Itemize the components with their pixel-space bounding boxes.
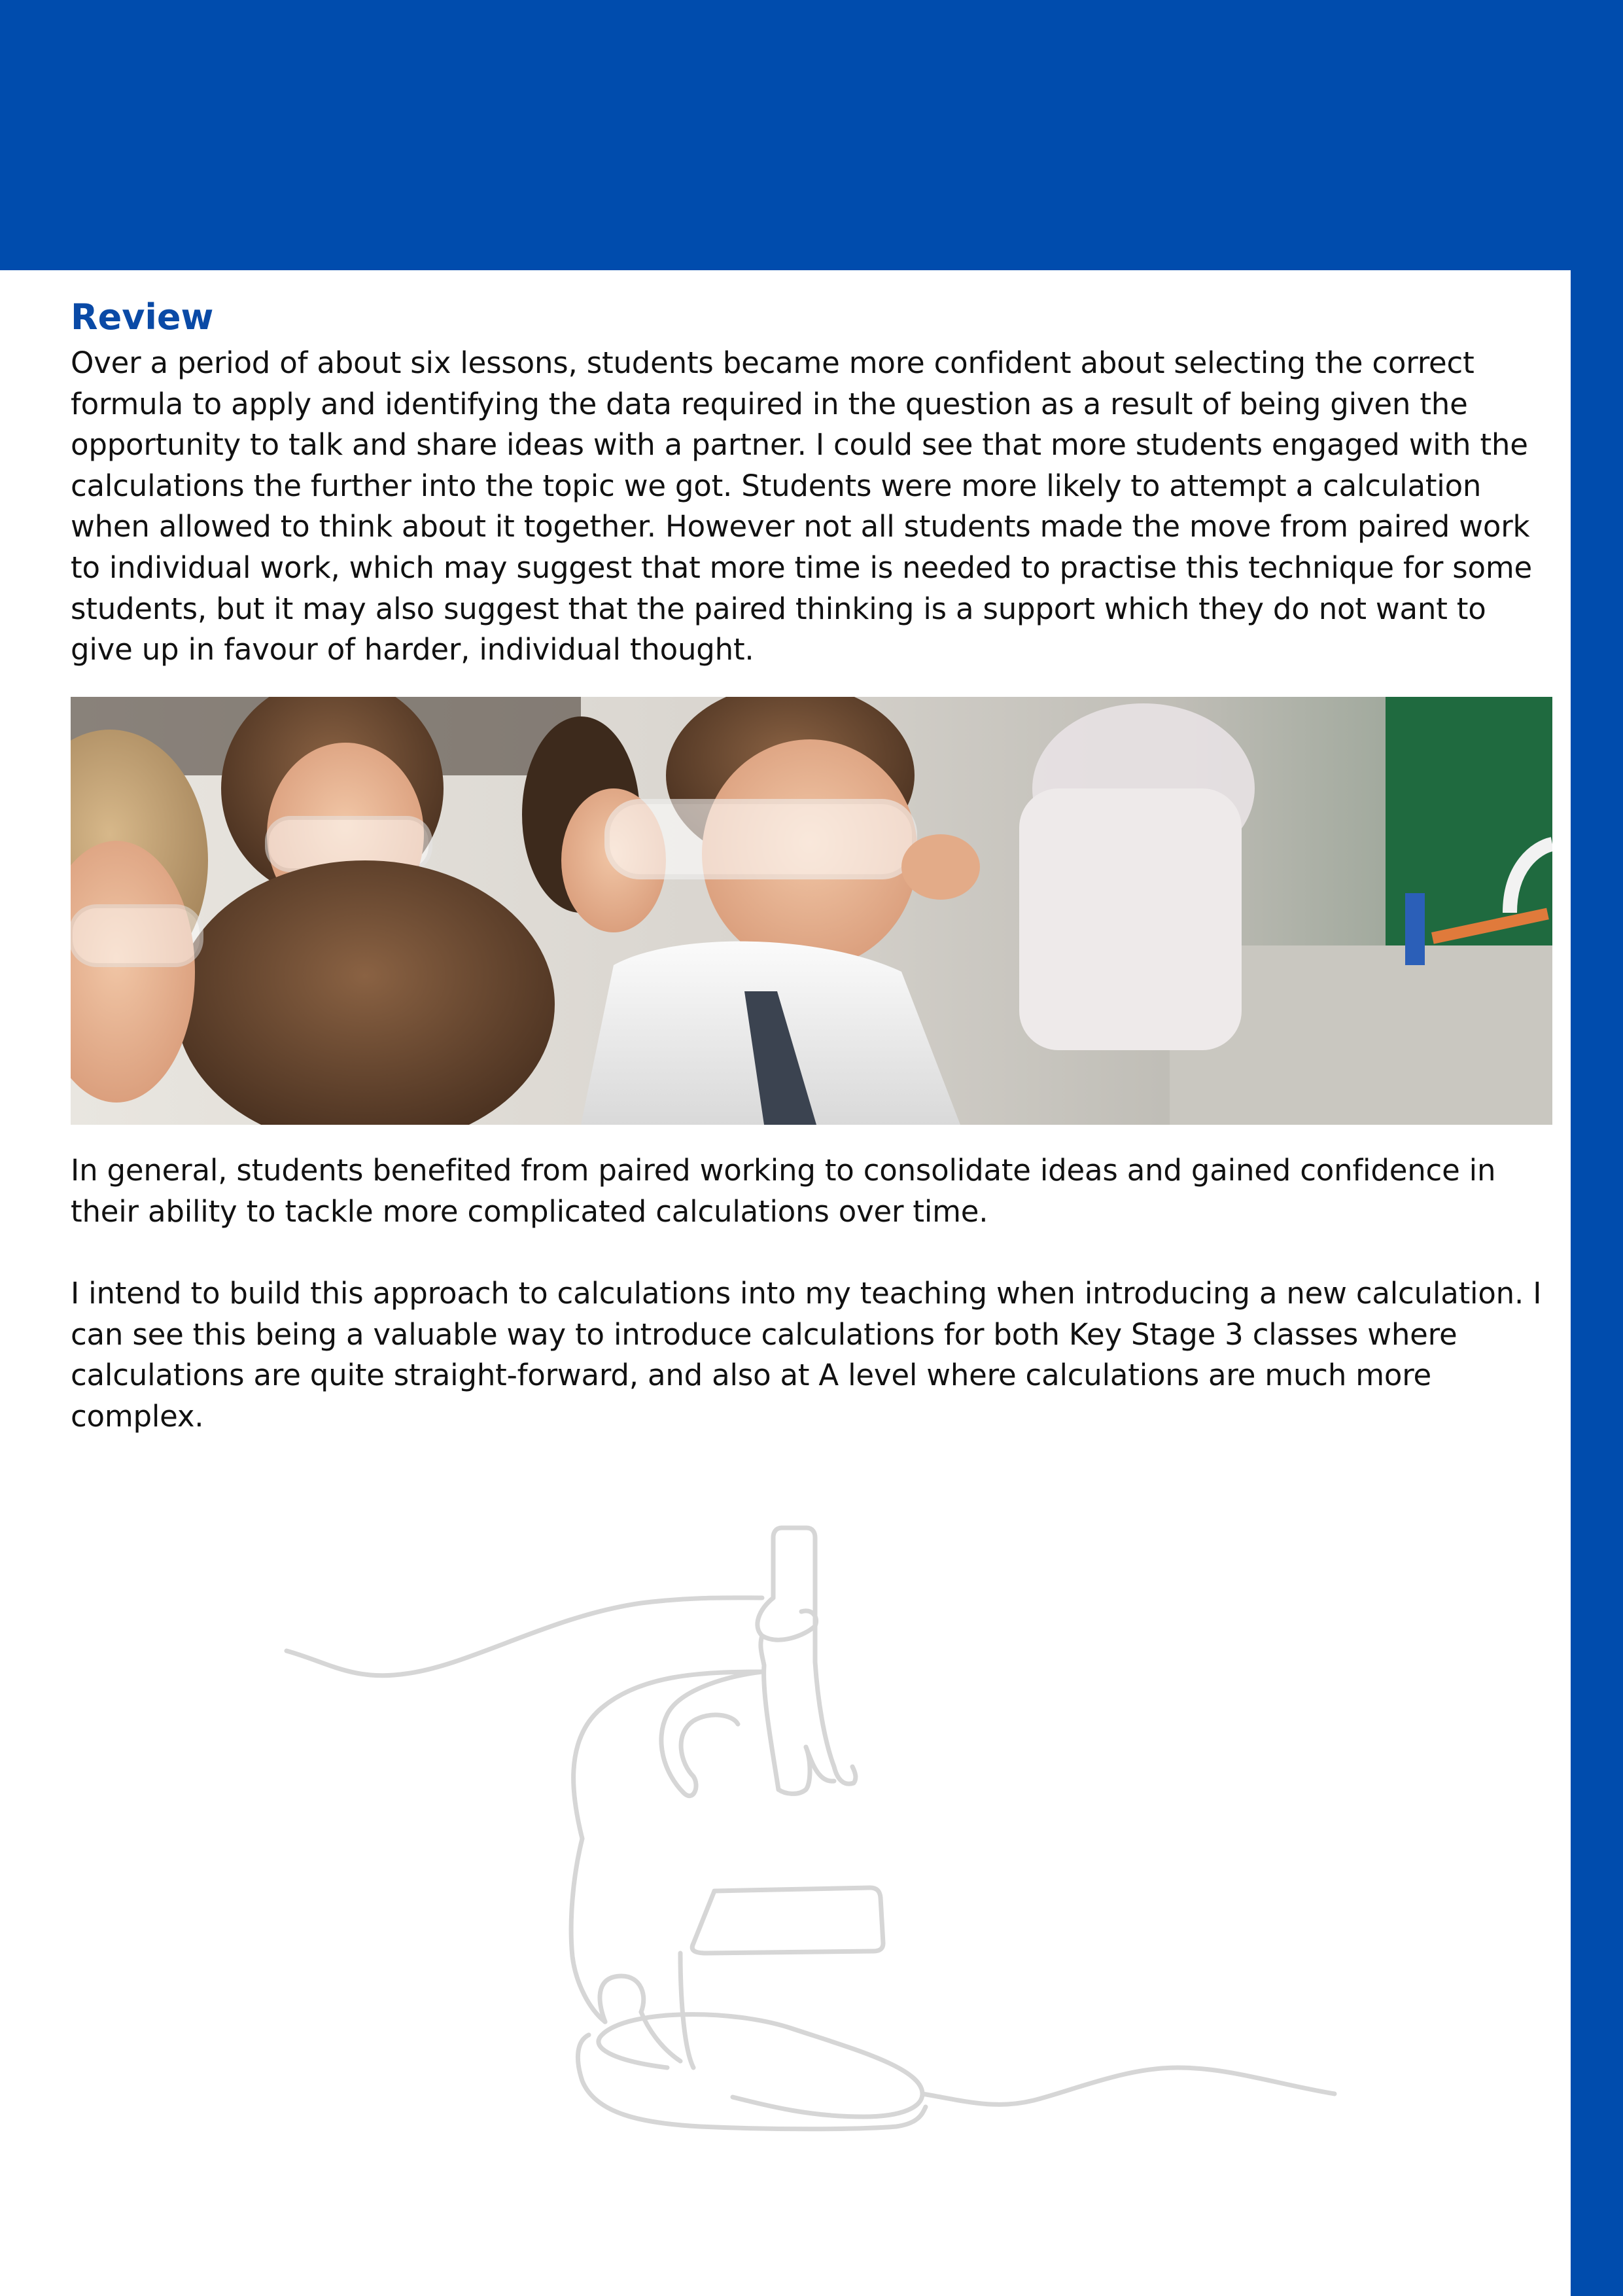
students-lab-photo [71,697,1552,1125]
review-section [71,288,1552,671]
background-child-right-shirt [1019,788,1242,1050]
goggles-leftmost-child [71,906,201,965]
blue-equipment [1405,893,1425,965]
review-paragraph-3: I intend to build this approach to calculations into my teaching when introducing a new calculation. I can see this being a valuable way to introduce calculations for both Key Stage 3 classes where calculations are quite straight-forward, and also at A level where calculations are much more complex. [71,1276,1542,1434]
header-band [0,0,1623,270]
review-paragraph-2: In general, students benefited from paired working to consolidate ideas and gained confidence in their ability to tackle more complicated calculations over time. [71,1153,1496,1229]
boy-hand [901,834,980,900]
review-paragraph-1: Over a period of about six lessons, students became more confident about selecting the correct formula to apply and identifying the data required in the question as a result of being given the opportunity to talk and share ideas with a partner. I could see that more students engaged with the calculations the further into the topic we got. Students were more likely to attempt a calculation when allowed to think about it together. However not all students made the move from paired work to individual work, which may suggest that more time is needed to practise this technique for some students, but it may also suggest that the paired thinking is a support which they do not want to give up in favour of harder, individual thought. [71,345,1533,667]
section-heading: Review [71,296,214,338]
goggles-main-boy [607,802,915,877]
side-band [1571,270,1623,2296]
microscope-line-art-icon [275,1525,1348,2146]
